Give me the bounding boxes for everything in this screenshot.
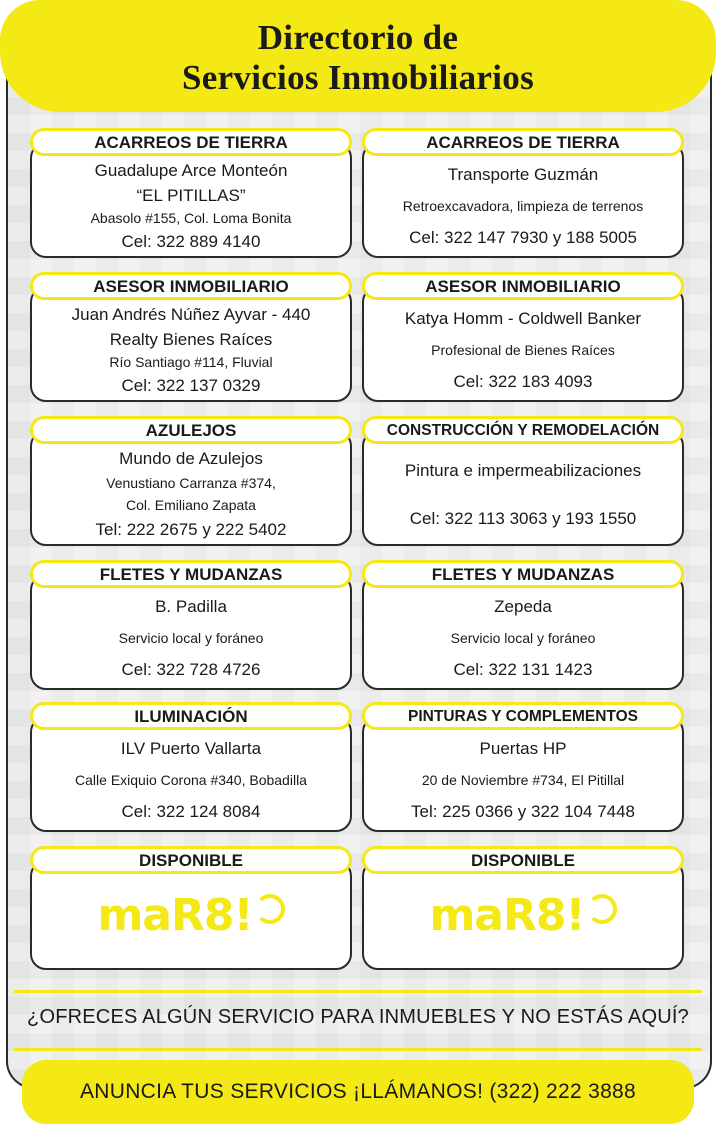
listing-details	[366, 158, 680, 254]
divider-top	[14, 990, 702, 993]
listing-business-name: Transporte Guzmán	[447, 165, 599, 184]
listing-details	[366, 590, 680, 686]
footer-question: ¿OFRECES ALGÚN SERVICIO PARA INMUEBLES Y NO ESTÁS AQUÍ?	[27, 1006, 689, 1028]
swirl-icon	[587, 894, 617, 924]
title-line-2: Servicios Inmobiliarios	[181, 58, 535, 97]
listing-business-name: Guadalupe Arce Monteón	[94, 160, 288, 180]
listing-phone[interactable]: Cel: 322 131 1423	[453, 660, 593, 679]
brand-logo	[30, 890, 352, 941]
brand-logo-text: maR8!	[429, 890, 585, 941]
listing-detail-line: Retroexcavadora, limpieza de terrenos	[402, 198, 644, 214]
listing-business-name: Puertas HP	[479, 739, 567, 758]
listing-category: AZULEJOS	[30, 416, 352, 444]
listing-details	[366, 302, 680, 398]
listing-details	[34, 446, 348, 542]
swirl-icon	[255, 894, 285, 924]
listing-detail-line: “EL PITILLAS”	[136, 185, 246, 205]
listing-card	[30, 416, 352, 546]
listing-category: ASESOR INMOBILIARIO	[362, 272, 684, 300]
listing-business-name: B. Padilla	[155, 597, 227, 616]
listing-category: ASESOR INMOBILIARIO	[30, 272, 352, 300]
divider-bottom	[14, 1048, 702, 1051]
listing-detail-line: Realty Bienes Raíces	[109, 329, 273, 349]
listing-card	[362, 272, 684, 402]
listing-business-name: Juan Andrés Núñez Ayvar - 440	[71, 304, 311, 324]
listing-details	[34, 590, 348, 686]
listing-card	[362, 846, 684, 970]
listing-category: CONSTRUCCIÓN Y REMODELACIÓN	[362, 416, 684, 444]
listing-detail-line: Servicio local y foráneo	[118, 630, 264, 646]
listing-category: FLETES Y MUDANZAS	[30, 560, 352, 588]
listing-card	[30, 128, 352, 258]
brand-logo-text: maR8!	[97, 890, 253, 941]
listing-detail-line: Abasolo #155, Col. Loma Bonita	[90, 210, 292, 227]
listing-category: ACARREOS DE TIERRA	[362, 128, 684, 156]
listing-card	[30, 702, 352, 832]
listing-card	[30, 560, 352, 690]
brand-logo	[362, 890, 684, 941]
listing-details	[34, 732, 348, 828]
listing-phone[interactable]: Cel: 322 147 7930 y 188 5005	[409, 228, 637, 247]
listing-business-name: Katya Homm - Coldwell Banker	[404, 309, 642, 328]
listing-card	[30, 272, 352, 402]
title-line-1: Directorio de	[257, 18, 459, 57]
listing-detail-line: Venustiano Carranza #374,	[106, 474, 276, 491]
listing-phone[interactable]: Cel: 322 124 8084	[121, 802, 261, 821]
listing-detail-line: Col. Emiliano Zapata	[126, 497, 256, 514]
listing-phone[interactable]: Cel: 322 137 0329	[121, 376, 261, 396]
listing-category: FLETES Y MUDANZAS	[362, 560, 684, 588]
listing-category: ACARREOS DE TIERRA	[30, 128, 352, 156]
listing-phone[interactable]: Tel: 222 2675 y 222 5402	[95, 519, 287, 539]
listing-category: ILUMINACIÓN	[30, 702, 352, 730]
listing-details	[366, 732, 680, 828]
listing-phone[interactable]: Cel: 322 728 4726	[121, 660, 261, 679]
page-title	[0, 0, 716, 112]
listing-phone[interactable]: Cel: 322 889 4140	[121, 232, 261, 252]
listing-business-name: ILV Puerto Vallarta	[120, 739, 262, 758]
listing-card	[362, 560, 684, 690]
listing-detail-line: Servicio local y foráneo	[450, 630, 596, 646]
listing-category: PINTURAS Y COMPLEMENTOS	[362, 702, 684, 730]
listing-detail-line: Calle Exiquio Corona #340, Bobadilla	[75, 772, 307, 788]
listing-details	[34, 158, 348, 254]
listing-phone[interactable]: Cel: 322 113 3063 y 193 1550	[409, 508, 637, 528]
listing-card	[362, 128, 684, 258]
listing-phone[interactable]: Tel: 225 0366 y 322 104 7448	[410, 802, 636, 821]
listing-card	[362, 702, 684, 832]
listing-detail-line: Río Santiago #114, Fluvial	[109, 354, 273, 371]
listing-business-name: Pintura e impermeabilizaciones	[404, 460, 642, 480]
listing-business-name: Zepeda	[494, 597, 552, 616]
listing-detail-line: 20 de Noviembre #734, El Pitillal	[421, 772, 625, 788]
listing-business-name: Mundo de Azulejos	[119, 449, 263, 469]
listing-phone[interactable]: Cel: 322 183 4093	[453, 372, 593, 391]
listing-detail-line: Profesional de Bienes Raíces	[431, 342, 615, 358]
listing-category: DISPONIBLE	[362, 846, 684, 874]
listing-card	[362, 416, 684, 546]
listing-category: DISPONIBLE	[30, 846, 352, 874]
listing-details	[366, 446, 680, 542]
call-to-action-banner[interactable]: ANUNCIA TUS SERVICIOS ¡LLÁMANOS! (322) 222 3888	[22, 1060, 694, 1124]
listing-details	[34, 302, 348, 398]
listing-card	[30, 846, 352, 970]
